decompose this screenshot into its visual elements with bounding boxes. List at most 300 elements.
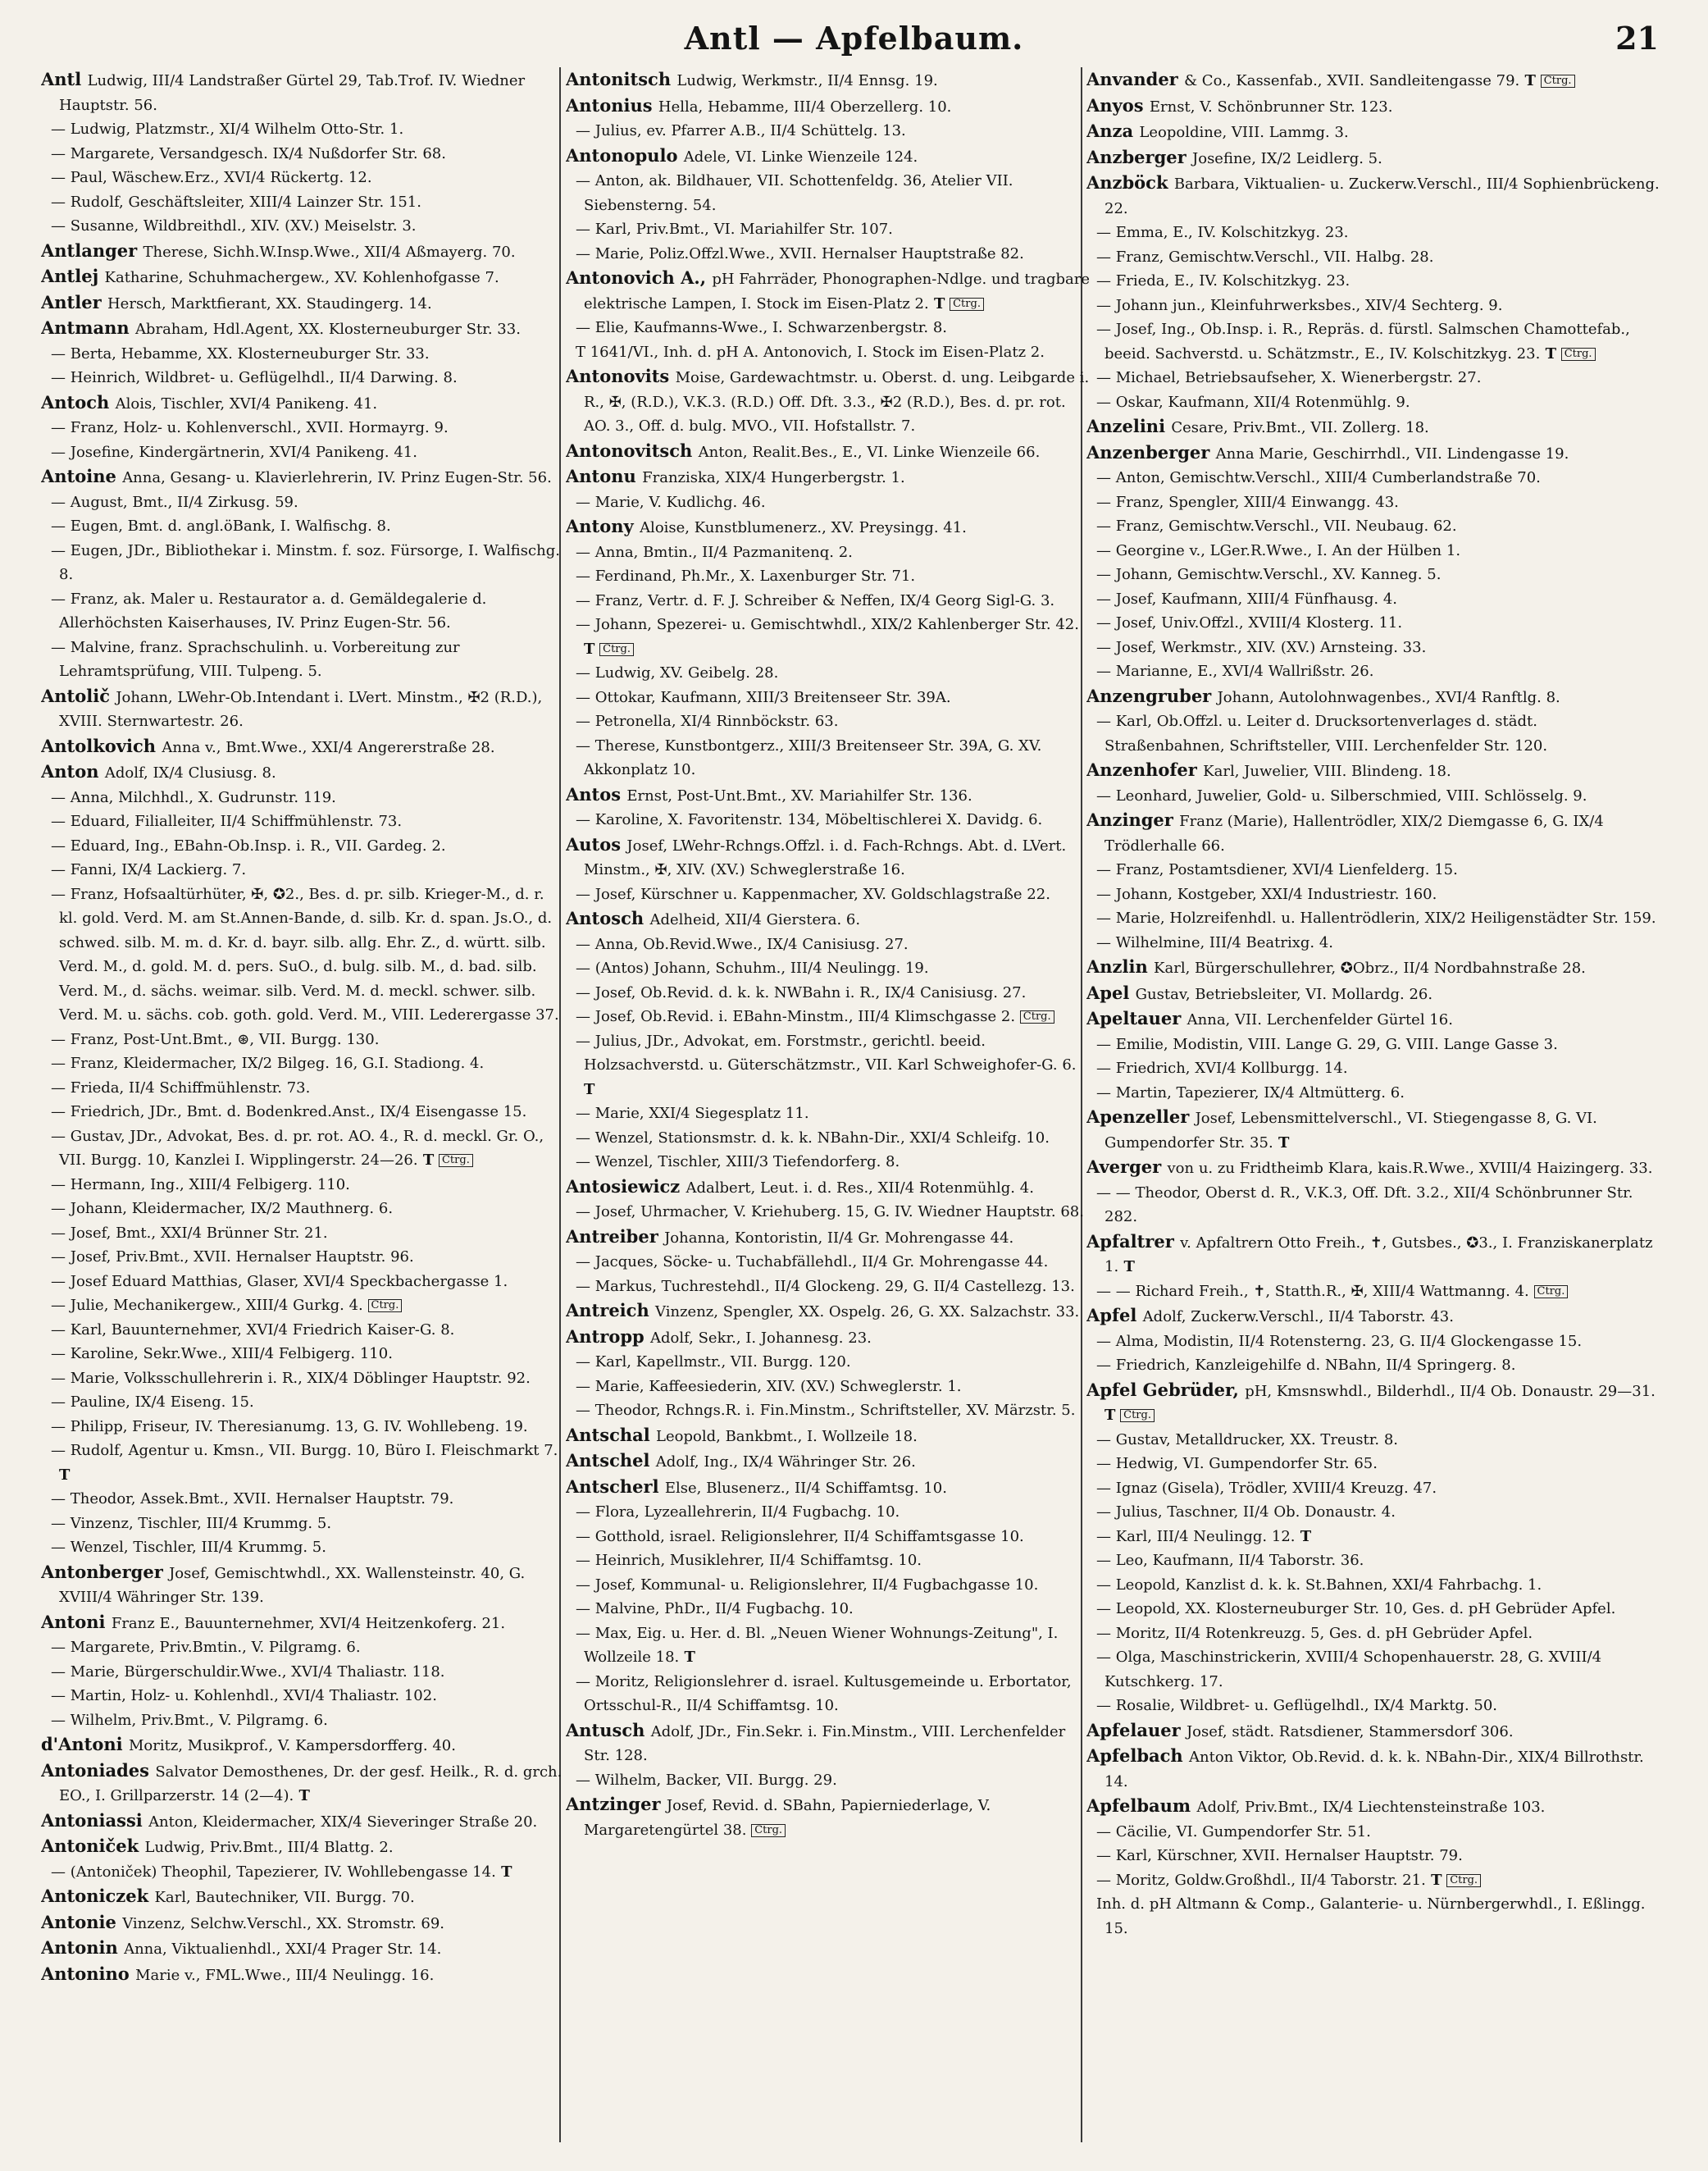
entry-text: — Karl, Kürschner, XVII. Hernalser Hauptstr. 79. [1096,1847,1463,1864]
entry-text: von u. zu Fridtheimb Klara, kais.R.Wwe., XVIII/4 Haizingerg. 33. [1167,1160,1653,1177]
entry-text: — Berta, Hebamme, XX. Klosterneuburger Str. 33. [51,344,430,363]
directory-entry [41,1936,566,1962]
directory-entry [566,93,1091,120]
directory-subentry [1086,539,1660,563]
entry-text: — Moritz, II/4 Rotenkreuzg. 5, Ges. d. pH Gebrüder Apfel. [1096,1624,1533,1642]
directory-subentry [1086,245,1660,270]
directory-subentry [41,1860,566,1885]
registered-badge: Ctrg. [599,643,634,656]
entry-surname: Antonopulo [566,144,684,166]
directory-subentry [566,540,1091,565]
entry-text: — Theodor, Rchngs.R. i. Fin.Minstm., Schriftsteller, XV. Märzstr. 5. [576,1402,1076,1419]
directory-subentry [41,858,566,883]
entry-text: Alois, Tischler, XVI/4 Panikeng. 41. [115,395,378,413]
directory-subentry [1086,1330,1660,1354]
directory-subentry [1086,659,1660,684]
entry-text: Josef, LWehr-Rchngs.Offzl. i. d. Fach-Rchngs. Abt. d. LVert. Minstm., ✠, XIV. (XV.) Schweglerstraße 16. [584,837,1067,878]
directory-subentry [1086,514,1660,539]
directory-subentry [1086,1868,1660,1893]
entry-text: — Frieda, II/4 Schiffmühlenstr. 73. [51,1079,311,1097]
entry-surname: Apfelauer [1086,1719,1186,1740]
entry-text: — Leo, Kaufmann, II/4 Taborstr. 36. [1096,1552,1364,1569]
directory-entry [1086,1718,1660,1745]
directory-entry [41,316,566,342]
entry-text: — Moritz, Goldw.Großhdl., II/4 Taborstr. 21. [1096,1871,1426,1889]
directory-subentry [1086,784,1660,809]
entry-surname: Antlanger [41,239,143,261]
telephone-mark: T [679,1649,695,1666]
directory-entry [1086,145,1660,171]
registered-badge: Ctrg. [1120,1409,1155,1422]
entry-text: — Karl, Ob.Offzl. u. Leiter d. Drucksortenverlages d. städt. Straßenbahnen, Schriftsteller, VIII. Lerchenfelder Str. 120. [1096,713,1548,755]
entry-text: — Josef, Kürschner u. Kappenmacher, XV. Goldschlagstraße 22. [576,885,1050,903]
directory-subentry [1086,221,1660,245]
registered-badge: Ctrg. [439,1154,473,1167]
entry-text: — Karl, III/4 Neulingg. 12. [1096,1527,1296,1545]
directory-subentry [41,190,566,215]
entry-text: — Wenzel, Tischler, III/4 Krummg. 5. [51,1539,326,1556]
entry-text: Leopold, Bankbmt., I. Wollzeile 18. [656,1427,918,1445]
directory-entry [1086,758,1660,784]
directory-entry [1086,955,1660,981]
directory-subentry [41,1245,566,1270]
directory-subentry [41,440,566,465]
entry-surname: Antonovitsch [566,440,699,461]
directory-subentry [566,340,1091,365]
directory-subentry [1086,1056,1660,1081]
entry-text: — Julius, Taschner, II/4 Ob. Donaustr. 4. [1096,1503,1396,1521]
entry-text: — Flora, Lyzeallehrerin, II/4 Fugbachg. 10. [576,1503,900,1521]
directory-subentry [566,1525,1091,1549]
entry-text: Anna, VII. Lerchenfelder Gürtel 16. [1186,1011,1453,1028]
entry-text: — Philipp, Friseur, IV. Theresianumg. 13, G. IV. Wohllebeng. 19. [51,1417,528,1435]
entry-text: Adele, VI. Linke Wienzeile 124. [683,148,918,166]
directory-subentry [566,808,1091,832]
directory-entry [41,734,566,760]
directory-subentry [41,1197,566,1221]
entry-surname: Averger [1086,1156,1168,1177]
directory-entry [566,1718,1091,1768]
entry-text: Salvator Demosthenes, Dr. der gesf. Heilk., R. d. grch. EO., I. Grillparzerstr. 14 (2—4). [59,1763,563,1804]
entry-text: — — Theodor, Oberst d. R., V.K.3, Off. Dft. 3.2., XII/4 Schönbrunner Str. 282. [1096,1184,1633,1225]
directory-subentry [41,786,566,810]
entry-text: — Margarete, Priv.Bmtin., V. Pilgramg. 6. [51,1639,361,1656]
entry-text: — Oskar, Kaufmann, XII/4 Rotenmühlg. 9. [1096,393,1410,411]
directory-subentry [1086,906,1660,931]
entry-text: — Johann, Kleidermacher, IX/2 Mauthnerg. 6. [51,1200,394,1217]
directory-subentry [566,686,1091,710]
entry-text: — Fanni, IX/4 Lackierg. 7. [51,861,247,878]
telephone-mark: T [928,294,945,312]
directory-subentry [41,1076,566,1101]
entry-text: Adelheid, XII/4 Gierstera. 6. [649,911,861,928]
entry-text: — Franz, Vertr. d. F. J. Schreiber & Neffen, IX/4 Georg Sigl-G. 3. [576,591,1055,609]
entry-surname: Antoch [41,391,116,413]
directory-subentry [1086,1573,1660,1598]
entry-text: — Wilhelmine, III/4 Beatrixg. 4. [1096,933,1334,951]
directory-subentry [41,514,566,539]
directory-subentry [1086,1181,1660,1229]
entry-surname: Anzenhofer [1086,759,1204,780]
directory-subentry [1086,1621,1660,1646]
directory-subentry [41,1684,566,1708]
directory-subentry [1086,931,1660,956]
entry-text: — Anna, Milchhdl., X. Gudrunstr. 119. [51,788,336,806]
directory-subentry [1086,294,1660,318]
entry-text: — Max, Eig. u. Her. d. Bl. „Neuen Wiener Wohnungs-Zeitung", I. Wollzeile 18. [576,1624,1059,1666]
entry-text: — Leopold, XX. Klosterneuburger Str. 10, Ges. d. pH Gebrüder Apfel. [1096,1600,1616,1617]
entry-surname: Antonie [41,1911,123,1932]
entry-text: — Karoline, Sekr.Wwe., XIII/4 Felbigerg. 110. [51,1345,393,1362]
entry-text: — Franz, Hofsaaltürhüter, ✠, ✪2., Bes. d. pr. silb. Krieger-M., d. r. kl. gold. Verd. M. am St.Annen-Bande, d. silb. Kr. d. span. Js.O., d. schwed. silb. M. m. d. Kr. d. bayr. silb. allg. Ehr. Z., d. württ. silb. Verd. M., d. gold. M. d. pers. SuO., d. bulg. silb. M., d. bad. silb. Verd. M., d. sächs. weimar. silb. Verd. M. d. meckl. schwer. silb. Verd. M. u. sächs. cob. goth. gold. Verd. M., VIII. Lederergasse 37. [51,885,559,1024]
entry-text: — Ferdinand, Ph.Mr., X. Laxenburger Str. 71. [576,568,916,585]
entry-text: — Julie, Mechanikergew., XIII/4 Gurkg. 4. [51,1297,363,1314]
directory-entry [566,1174,1091,1201]
directory-subentry [566,119,1091,144]
entry-surname: Antonitsch [566,69,677,89]
directory-subentry [566,709,1091,734]
directory-subentry [1086,1597,1660,1621]
entry-text: Johann, Autolohnwagenbes., XVI/4 Ranftlg. 8. [1217,688,1560,706]
directory-subentry [566,1548,1091,1573]
entry-text: — Georgine v., LGer.R.Wwe., I. An der Hülben 1. [1096,541,1461,559]
entry-surname: Antschal [566,1424,657,1445]
directory-subentry [566,956,1091,981]
entry-surname: Antos [566,783,627,805]
directory-subentry [1086,883,1660,907]
entry-text: — Pauline, IX/4 Eiseng. 15. [51,1393,254,1411]
directory-subentry [566,1573,1091,1598]
entry-surname: Antschel [566,1450,656,1471]
directory-subentry [41,1390,566,1415]
directory-entry [1086,414,1660,440]
entry-text: Anna, Viktualienhdl., XXI/4 Prager Str. 14. [124,1941,442,1958]
directory-subentry [41,1487,566,1512]
entry-text: Hella, Hebamme, III/4 Oberzellerg. 10. [658,98,952,116]
entry-surname: Apenzeller [1086,1106,1196,1127]
directory-subentry [41,1293,566,1318]
entry-text: Leopoldine, VIII. Lammg. 3. [1139,124,1349,141]
entry-surname: Antropp [566,1325,651,1347]
directory-entry [41,464,566,490]
directory-subentry [566,734,1091,782]
directory-subentry [41,1270,566,1294]
entry-text: — Ludwig, Platzmstr., XI/4 Wilhelm Otto-Str. 1. [51,121,404,138]
directory-subentry [1086,490,1660,515]
entry-surname: Antoniassi [41,1809,149,1831]
directory-entry [41,1758,566,1808]
entry-text: — Marie, XXI/4 Siegesplatz 11. [576,1105,809,1122]
directory-subentry [41,1342,566,1366]
entry-text: — Eduard, Filialleiter, II/4 Schiffmühlenstr. 73. [51,813,403,830]
entry-surname: Antony [566,516,640,536]
entry-text: Gustav, Betriebsleiter, VI. Mollardg. 26. [1135,985,1433,1003]
directory-entry [1086,684,1660,710]
entry-text: — Jacques, Söcke- u. Tuchabfällehdl., II/4 Gr. Mohrengasse 44. [576,1253,1049,1270]
entry-text: Aloise, Kunstblumenerz., XV. Preysingg. 41. [640,519,967,536]
directory-subentry [566,169,1091,217]
entry-text: — Marie, Holzreifenhdl. u. Hallentrödlerin, XIX/2 Heiligenstädter Str. 159. [1096,910,1656,927]
entry-text: Anton Viktor, Ob.Revid. d. k. k. NBahn-Dir., XIX/4 Billrothstr. 14. [1105,1749,1644,1790]
directory-entry [566,782,1091,809]
registered-badge: Ctrg. [368,1299,403,1312]
registered-badge: Ctrg. [950,298,984,311]
entry-text: — Josef, Univ.Offzl., XVIII/4 Klosterg. 11. [1096,614,1403,632]
directory-subentry [41,1535,566,1560]
directory-entry [41,290,566,317]
entry-text: — Eduard, Ing., EBahn-Ob.Insp. i. R., VII. Gardeg. 2. [51,837,446,855]
entry-text: — Friedrich, Kanzleigehilfe d. NBahn, II/4 Springerg. 8. [1096,1357,1516,1374]
directory-entry [1086,981,1660,1007]
entry-text: — Johann, Gemischtw.Verschl., XV. Kanneg. 5. [1096,566,1442,583]
directory-subentry [1086,1279,1660,1304]
directory-subentry [1086,1525,1660,1549]
directory-entry [1086,440,1660,467]
directory-subentry [1086,466,1660,490]
directory-subentry [1086,1892,1660,1941]
directory-entry [1086,1229,1660,1279]
directory-subentry [41,1051,566,1076]
entry-text: — Josef, Ing., Ob.Insp. i. R., Repräs. d. fürstl. Salmschen Chamottefab., beeid. Sachverstd. u. Schätzmstr., E., IV. Kolschitzkyg. 23. [1096,321,1630,363]
directory-subentry [41,366,566,390]
registered-badge: Ctrg. [1446,1874,1481,1887]
entry-text: Josef, Lebensmittelverschl., VI. Stiegengasse 8, G. VI. Gumpendorfer Str. 35. [1105,1110,1597,1152]
directory-subentry [41,587,566,636]
directory-subentry [1086,1428,1660,1453]
telephone-mark: T [294,1787,310,1804]
entry-text: — Franz, Postamtsdiener, XVI/4 Lienfelderg. 15. [1096,861,1458,878]
entry-surname: Antonovits [566,366,676,386]
entry-surname: Apfelbaum [1086,1795,1197,1816]
entry-surname: Antoine [41,466,123,486]
directory-entry [566,464,1091,490]
entry-text: — Rudolf, Geschäftsleiter, XIII/4 Lainzer Str. 151. [51,193,421,211]
directory-subentry [1086,1353,1660,1378]
directory-subentry [1086,1081,1660,1106]
entry-surname: Antmann [41,317,135,338]
directory-entry [41,759,566,786]
entry-text: — Franz, Holz- u. Kohlenverschl., XVII. Hormayrg. 9. [51,419,449,436]
entry-text: — Friedrich, JDr., Bmt. d. Bodenkred.Anst., IX/4 Eisengasse 15. [51,1103,527,1120]
entry-text: Vinzenz, Spengler, XX. Ospelg. 26, G. XX. Salzachstr. 33. [655,1303,1080,1320]
entry-surname: Anza [1086,121,1140,141]
directory-entry [1086,119,1660,145]
entry-surname: Anzinger [1086,810,1180,830]
entry-text: Johann, LWehr-Ob.Intendant i. LVert. Minstm., ✠2 (R.D.), XVIII. Sternwartestr. 26. [59,688,543,730]
directory-subentry [41,834,566,859]
entry-text: Moritz, Musikprof., V. Kampersdorfferg. 40. [128,1737,456,1754]
entry-text: — Anton, Gemischtw.Verschl., XIII/4 Cumberlandstraße 70. [1096,469,1541,486]
entry-text: — Josef, Ob.Revid. d. k. k. NWBahn i. R., IX/4 Canisiusg. 27. [576,983,1027,1001]
entry-text: — Gotthold, israel. Religionslehrer, II/4 Schiffamtsgasse 10. [576,1527,1024,1545]
directory-subentry [566,316,1091,340]
directory-entry [41,1610,566,1636]
entry-text: — Marie, Bürgerschuldir.Wwe., XVI/4 Thaliastr. 118. [51,1662,445,1681]
directory-subentry [566,217,1091,242]
entry-surname: Anzenberger [1086,441,1216,463]
entry-text: Josefine, IX/2 Leidlerg. 5. [1192,149,1382,167]
entry-text: — Theodor, Assek.Bmt., XVII. Hernalser Hauptstr. 79. [51,1490,454,1507]
entry-text: Else, Blusenerz., II/4 Schiffamtsg. 10. [664,1479,947,1497]
entry-text: Ludwig, Werkmstr., II/4 Ennsg. 19. [676,72,938,89]
directory-subentry [566,242,1091,267]
entry-surname: Antolkovich [41,735,162,756]
directory-subentry [566,1768,1091,1793]
entry-text: Barbara, Viktualien- u. Zuckerw.Verschl., III/4 Sophienbrückeng. 22. [1105,176,1660,217]
entry-text: — Johann, Spezerei- u. Gemischtwhdl., XIX/2 Kahlenberger Str. 42. [576,616,1079,633]
entry-text: — Josef, Ob.Revid. i. EBahn-Minstm., III/4 Klimschgasse 2. [576,1008,1016,1025]
entry-text: — Heinrich, Musiklehrer, II/4 Schiffamtsg. 10. [576,1552,922,1569]
directory-subentry [41,490,566,515]
directory-subentry [41,1124,566,1173]
column-2 [566,67,1091,2150]
entry-text: — Martin, Holz- u. Kohlenhdl., XVI/4 Thaliastr. 102. [51,1687,437,1704]
directory-subentry [566,589,1091,613]
telephone-mark: T [1519,72,1536,89]
directory-entry [1086,171,1660,221]
directory-subentry [1086,1820,1660,1845]
entry-surname: Apel [1086,982,1136,1003]
entry-surname: Antusch [566,1719,651,1740]
directory-subentry [1086,636,1660,660]
entry-surname: Antreiber [566,1225,665,1247]
entry-surname: d'Antoni [41,1734,129,1754]
directory-subentry [1086,1844,1660,1868]
entry-text: Franz E., Bauunternehmer, XVI/4 Heitzenkoferg. 21. [111,1614,506,1632]
column-3 [1086,67,1660,2150]
entry-text: — Wilhelm, Priv.Bmt., V. Pilgramg. 6. [51,1711,328,1729]
directory-subentry [41,1173,566,1197]
directory-subentry [1086,563,1660,587]
directory-entry [1086,1794,1660,1820]
entry-text: Josef, Gemischtwhdl., XX. Wallensteinstr. 40, G. XVIII/4 Währinger Str. 139. [59,1564,526,1606]
directory-subentry [566,1670,1091,1718]
entry-surname: Antl [41,69,88,89]
directory-entry [41,1910,566,1936]
entry-text: — Josef, Kaufmann, XIII/4 Fünfhausg. 4. [1096,590,1398,608]
entry-text: Josef, Revid. d. SBahn, Papierniederlage, V. Margaretengürtel 38. [584,1797,991,1839]
entry-surname: Antonin [41,1937,125,1958]
entry-text: — Johann, Kostgeber, XXI/4 Industriestr. 160. [1096,885,1437,903]
entry-text: Karl, Juwelier, VIII. Blindeng. 18. [1203,763,1451,780]
entry-text: Josef, städt. Ratsdiener, Stammersdorf 306. [1186,1722,1514,1740]
registered-badge: Ctrg. [1541,75,1575,88]
directory-subentry [41,883,566,1028]
directory-subentry [1086,1500,1660,1525]
entry-surname: Anzböck [1086,172,1174,193]
directory-entry [566,1298,1091,1325]
entry-text: — Wenzel, Tischler, XIII/3 Tiefendorferg. 8. [576,1153,900,1170]
entry-text: — Susanne, Wildbreithdl., XIV. (XV.) Meiselstr. 3. [51,217,417,235]
entry-surname: Antoni [41,1611,112,1632]
entry-surname: Anzelini [1086,416,1172,436]
entry-text: Adolf, IX/4 Clusiusg. 8. [104,764,276,782]
directory-subentry [41,1635,566,1660]
entry-text: T 1641/VI., Inh. d. pH A. Antonovich, I. Stock im Eisen-Platz 2. [576,343,1045,361]
entry-text: — Karl, Priv.Bmt., VI. Mariahilfer Str. 107. [576,221,893,238]
entry-text: — Julius, JDr., Advokat, em. Forstmstr., gerichtl. beeid. Holzsachverstd. u. Güterschätzmstr., VII. Karl Schweighofer-G. 6. [576,1032,1077,1074]
entry-surname: Antreich [566,1300,656,1320]
directory-subentry [1086,1548,1660,1573]
entry-text: — Elie, Kaufmanns-Wwe., I. Schwarzenbergstr. 8. [576,319,947,336]
entry-text: Karl, Bürgerschullehrer, ✪Obrz., II/4 Nordbahnstraße 28. [1154,960,1586,977]
entry-text: Ernst, V. Schönbrunner Str. 123. [1149,98,1393,116]
directory-subentry [1086,1645,1660,1694]
entry-text: — Josef Eduard Matthias, Glaser, XVI/4 Speckbachergasse 1. [51,1272,508,1290]
directory-entry [41,67,566,117]
directory-subentry [1086,269,1660,294]
directory-subentry [1086,611,1660,636]
directory-subentry [566,1005,1091,1029]
entry-text: — Wilhelm, Backer, VII. Burgg. 29. [576,1771,837,1789]
entry-text: pH Fahrräder, Phonographen-Ndlge. und tragbare elektrische Lampen, I. Stock im Eisen-Platz 2. [584,271,1090,312]
directory-entry [566,364,1091,439]
entry-text: — Franz, Gemischtw.Verschl., VII. Halbg. 28. [1096,248,1434,266]
entry-surname: Anzlin [1086,956,1155,977]
entry-text: — (Antoniček) Theophil, Tapezierer, IV. Wohllebengasse 14. [51,1863,496,1881]
entry-text: — Rosalie, Wildbret- u. Geflügelhdl., IX/4 Marktg. 50. [1096,1697,1498,1714]
directory-entry [41,1808,566,1835]
directory-entry [41,1732,566,1758]
entry-text: Adolf, Ing., IX/4 Währinger Str. 26. [655,1453,916,1471]
directory-subentry [1086,317,1660,366]
entry-text: — Franz, ak. Maler u. Restaurator a. d. Gemäldegalerie d. Allerhöchsten Kaiserhauses, IV. Prinz Eugen-Str. 56. [51,590,487,632]
directory-subentry [566,1621,1091,1670]
entry-surname: Anton [41,761,105,782]
directory-entry [41,390,566,417]
directory-entry [1086,1303,1660,1330]
entry-surname: Apfel [1086,1305,1143,1325]
entry-text: Marie v., FML.Wwe., III/4 Neulingg. 16. [135,1966,435,1984]
entry-text: — — Richard Freih., ✝, Statth.R., ✠, XIII/4 Wattmanng. 4. [1096,1282,1529,1300]
directory-subentry [1086,1694,1660,1718]
entry-text: Cesare, Priv.Bmt., VII. Zollerg. 18. [1171,419,1429,436]
directory-subentry [41,214,566,239]
telephone-mark: T [1105,1407,1116,1424]
entry-text: Ludwig, III/4 Landstraßer Gürtel 29, Tab.Trof. IV. Wiedner Hauptstr. 56. [59,72,526,114]
directory-entry [41,1884,566,1910]
directory-subentry [41,142,566,166]
directory-entry [41,239,566,265]
directory-entry [1086,1155,1660,1181]
entry-text: — Gustav, Metalldrucker, XX. Treustr. 8. [1096,1430,1399,1448]
entry-text: — Josef, Uhrmacher, V. Kriehuberg. 15, G. IV. Wiedner Hauptstr. 68. [576,1203,1084,1220]
entry-text: Franziska, XIX/4 Hungerbergstr. 1. [642,469,905,486]
entry-text: v. Apfaltrern Otto Freih., ✝, Gutsbes., ✪3., I. Franziskanerplatz 1. [1105,1234,1653,1275]
entry-text: — Vinzenz, Tischler, III/4 Krummg. 5. [51,1514,332,1532]
entry-text: — Friedrich, XVI/4 Kollburgg. 14. [1096,1060,1348,1077]
entry-text: — Anna, Bmtin., II/4 Pazmanitenq. 2. [576,543,853,561]
directory-entry [1086,67,1660,93]
directory-subentry [566,613,1091,661]
entry-surname: Anyos [1086,94,1150,116]
directory-subentry [1086,858,1660,883]
entry-text: — Anna, Ob.Revid.Wwe., IX/4 Canisiusg. 27. [576,935,909,953]
directory-subentry [566,490,1091,515]
directory-subentry [41,166,566,190]
directory-subentry [566,883,1091,907]
entry-text: Adalbert, Leut. i. d. Res., XII/4 Rotenmühlg. 4. [685,1179,1034,1197]
entry-text: — Margarete, Versandgesch. IX/4 Nußdorfer Str. 68. [51,144,446,162]
entry-text: — Eugen, JDr., Bibliothekar i. Minstm. f. soz. Fürsorge, I. Walfischg. 8. [51,541,560,583]
entry-text: Abraham, Hdl.Agent, XX. Klosterneuburger Str. 33. [134,321,521,338]
directory-subentry [566,1500,1091,1525]
directory-subentry [566,1126,1091,1151]
directory-subentry [566,1350,1091,1375]
entry-surname: Antolič [41,685,116,706]
entry-text: — Karl, Kapellmstr., VII. Burgg. 120. [576,1353,851,1371]
entry-text: — Hedwig, VI. Gumpendorfer Str. 65. [1096,1455,1378,1472]
